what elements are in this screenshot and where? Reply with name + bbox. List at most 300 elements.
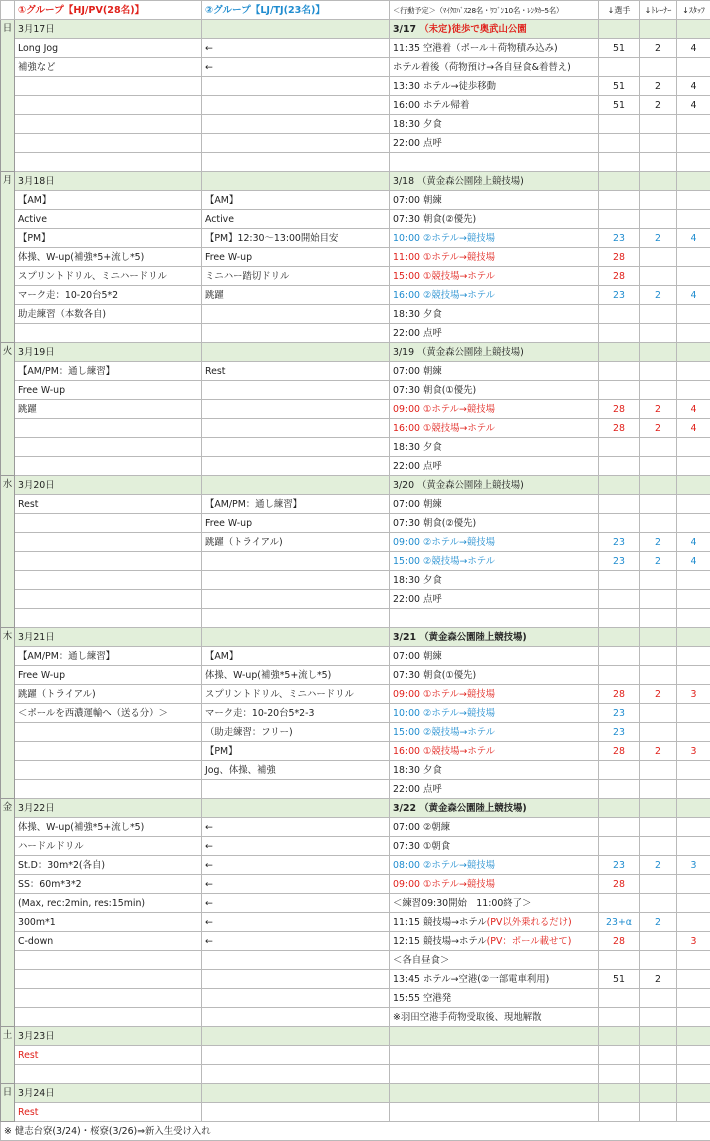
group2-cell (202, 134, 390, 153)
group1-cell (15, 96, 202, 115)
day-of-week: 金 (1, 799, 15, 1027)
group1-cell: Rest (15, 495, 202, 514)
group1-cell: 【PM】 (15, 229, 202, 248)
group2-cell (202, 419, 390, 438)
staff-count: 4 (677, 286, 710, 305)
schedule-row (1, 248, 710, 267)
staff-count (677, 609, 710, 628)
players-count (599, 191, 640, 210)
trainers-count (640, 1008, 677, 1027)
staff-count (677, 191, 710, 210)
trainers-count (640, 1103, 677, 1122)
trainers-count (640, 1065, 677, 1084)
group2-cell: ← (202, 39, 390, 58)
staff-count (677, 514, 710, 533)
activity-cell: ホテル着後（荷物預け→各自昼食&着替え) (390, 58, 599, 77)
group1-cell (15, 970, 202, 989)
trainers-count (640, 191, 677, 210)
staff-count (677, 647, 710, 666)
group2-cell: ← (202, 856, 390, 875)
activity-cell: 09:00 ②ホテル→競技場 (390, 533, 599, 552)
trainers-count (640, 647, 677, 666)
activity-cell: 09:00 ①ホテル→競技場 (390, 875, 599, 894)
day-header-trainers (640, 476, 677, 495)
day-plan-title (390, 1084, 599, 1103)
schedule-row (1, 609, 710, 628)
trainers-count: 2 (640, 400, 677, 419)
trainers-count (640, 324, 677, 343)
group2-header: ②グループ【LJ/TJ(23名)】 (202, 1, 390, 20)
trainers-count: 2 (640, 913, 677, 932)
group2-cell: Free W-up (202, 248, 390, 267)
activity-cell: 07:30 朝食(①優先) (390, 666, 599, 685)
schedule-row (1, 533, 710, 552)
schedule-row (1, 875, 710, 894)
staff-count (677, 153, 710, 172)
activity-cell (390, 153, 599, 172)
trainers-count (640, 267, 677, 286)
activity-cell: 22:00 点呼 (390, 324, 599, 343)
activity-cell: 22:00 点呼 (390, 590, 599, 609)
footnote: ※ 健志台寮(3/24)・桜寮(3/26)⇒新入生受け入れ (1, 1122, 710, 1141)
group2-cell: Free W-up (202, 514, 390, 533)
group2-cell: ← (202, 932, 390, 951)
group2-cell: スプリントドリル、ミニハードリル (202, 685, 390, 704)
players-count (599, 457, 640, 476)
schedule-row (1, 96, 710, 115)
schedule-row (1, 1065, 710, 1084)
players-count (599, 837, 640, 856)
trainers-count (640, 495, 677, 514)
day-header-players (599, 1027, 640, 1046)
trainers-count: 2 (640, 419, 677, 438)
players-count (599, 210, 640, 229)
players-count (599, 989, 640, 1008)
day-header-staff (677, 343, 710, 362)
staff-count (677, 723, 710, 742)
schedule-row (1, 818, 710, 837)
footnote-row (1, 1122, 710, 1141)
trainers-count (640, 248, 677, 267)
header-row (1, 1, 710, 20)
players-count: 28 (599, 248, 640, 267)
trainers-count: 2 (640, 286, 677, 305)
day-header-row (1, 476, 710, 495)
day-header-players (599, 172, 640, 191)
group1-cell (15, 153, 202, 172)
activity-cell: 13:45 ホテル→空港(②一部電車利用) (390, 970, 599, 989)
trainers-count: 2 (640, 742, 677, 761)
day-header-trainers (640, 799, 677, 818)
group2-cell (202, 989, 390, 1008)
group2-cell: 跳躍（トライアル) (202, 533, 390, 552)
schedule-row (1, 666, 710, 685)
group2-cell: ミニハー踏切ドリル (202, 267, 390, 286)
day-header-row (1, 20, 710, 39)
activity-cell (390, 1103, 599, 1122)
day-date-group2 (202, 1084, 390, 1103)
schedule-row (1, 552, 710, 571)
staff-count (677, 267, 710, 286)
players-count (599, 780, 640, 799)
day-date: 3月21日 (15, 628, 202, 647)
trainers-count (640, 457, 677, 476)
players-count: 23 (599, 856, 640, 875)
schedule-row (1, 267, 710, 286)
staff-count: 4 (677, 39, 710, 58)
activity-cell: 09:00 ①ホテル→競技場 (390, 685, 599, 704)
trainers-count (640, 780, 677, 799)
activity-cell: 18:30 夕食 (390, 761, 599, 780)
day-date-group2 (202, 476, 390, 495)
group1-cell: 跳躍（トライアル) (15, 685, 202, 704)
group2-cell (202, 1008, 390, 1027)
group1-cell: C-down (15, 932, 202, 951)
staff-count (677, 1046, 710, 1065)
trainers-count: 2 (640, 552, 677, 571)
schedule-row (1, 400, 710, 419)
schedule-row (1, 571, 710, 590)
group1-cell (15, 134, 202, 153)
activity-cell: 18:30 夕食 (390, 571, 599, 590)
trainers-count (640, 818, 677, 837)
day-date-group2 (202, 1027, 390, 1046)
staff-count (677, 305, 710, 324)
day-date: 3月23日 (15, 1027, 202, 1046)
activity-text: 12:15 競技場→ホテル (393, 936, 487, 947)
trainers-count (640, 210, 677, 229)
schedule-row (1, 989, 710, 1008)
staff-count (677, 780, 710, 799)
players-count (599, 1103, 640, 1122)
staff-count (677, 875, 710, 894)
group2-cell: ← (202, 58, 390, 77)
day-date: 3月22日 (15, 799, 202, 818)
schedule-row (1, 951, 710, 970)
day-header-staff (677, 628, 710, 647)
staff-count: 3 (677, 685, 710, 704)
group2-cell: ← (202, 818, 390, 837)
trainers-count: 2 (640, 685, 677, 704)
day-header-players (599, 20, 640, 39)
players-count: 28 (599, 267, 640, 286)
day-header-players (599, 476, 640, 495)
schedule-row (1, 229, 710, 248)
activity-cell: 22:00 点呼 (390, 780, 599, 799)
group1-cell (15, 590, 202, 609)
day-date-group2 (202, 628, 390, 647)
group2-cell: ← (202, 837, 390, 856)
day-header-trainers (640, 1084, 677, 1103)
day-date: 3月17日 (15, 20, 202, 39)
group2-cell (202, 1103, 390, 1122)
players-count: 23+α (599, 913, 640, 932)
staff-count (677, 362, 710, 381)
group1-cell (15, 457, 202, 476)
group1-cell: Free W-up (15, 666, 202, 685)
group1-cell: 跳躍 (15, 400, 202, 419)
activity-cell: 15:00 ②競技場→ホテル (390, 552, 599, 571)
players-count (599, 666, 640, 685)
activity-cell: 16:00 ①競技場→ホテル (390, 419, 599, 438)
staff-count (677, 894, 710, 913)
group1-cell: Rest (15, 1046, 202, 1065)
group2-cell: Jog、体操、補強 (202, 761, 390, 780)
schedule-row (1, 647, 710, 666)
group1-cell: 補強など (15, 58, 202, 77)
staff-count: 4 (677, 77, 710, 96)
group2-cell (202, 438, 390, 457)
group2-cell (202, 609, 390, 628)
group2-cell: 【PM】 (202, 742, 390, 761)
group2-cell: Active (202, 210, 390, 229)
day-plan-title: 3/20 （黄金森公園陸上競技場) (390, 476, 599, 495)
group2-cell: 【PM】12:30～13:00開始目安 (202, 229, 390, 248)
group1-cell: 300m*1 (15, 913, 202, 932)
schedule-row (1, 856, 710, 875)
group2-cell (202, 1046, 390, 1065)
schedule-row (1, 210, 710, 229)
day-header-players (599, 799, 640, 818)
players-count (599, 647, 640, 666)
players-count (599, 514, 640, 533)
players-count (599, 115, 640, 134)
group1-cell (15, 115, 202, 134)
trainers-count (640, 1046, 677, 1065)
group1-cell: Rest (15, 1103, 202, 1122)
activity-cell: 15:00 ①競技場→ホテル (390, 267, 599, 286)
schedule-row (1, 58, 710, 77)
players-count (599, 571, 640, 590)
group1-cell: Free W-up (15, 381, 202, 400)
schedule-row (1, 305, 710, 324)
group1-cell (15, 1065, 202, 1084)
players-count: 23 (599, 229, 640, 248)
group2-cell: Rest (202, 362, 390, 381)
day-header-trainers (640, 1027, 677, 1046)
day-header-staff (677, 1084, 710, 1103)
group1-cell (15, 533, 202, 552)
trainers-count (640, 761, 677, 780)
day-plan-title (390, 1027, 599, 1046)
schedule-row (1, 704, 710, 723)
trainers-count (640, 932, 677, 951)
activity-cell: 22:00 点呼 (390, 134, 599, 153)
group1-cell: 【AM/PM：通し練習】 (15, 362, 202, 381)
trainers-count (640, 381, 677, 400)
players-count: 28 (599, 875, 640, 894)
day-header-trainers (640, 343, 677, 362)
day-header-row (1, 172, 710, 191)
schedule-row (1, 134, 710, 153)
trainers-count (640, 134, 677, 153)
day-of-week: 木 (1, 628, 15, 799)
activity-cell: 15:55 空港発 (390, 989, 599, 1008)
players-count: 23 (599, 533, 640, 552)
players-count: 23 (599, 286, 640, 305)
group1-cell (15, 989, 202, 1008)
activity-note: (PV以外乗れるだけ) (487, 917, 572, 928)
players-count (599, 951, 640, 970)
schedule-row (1, 1008, 710, 1027)
players-count: 28 (599, 742, 640, 761)
group1-cell: 体操、W-up(補強*5+流し*5) (15, 248, 202, 267)
staff-count (677, 571, 710, 590)
activity-cell: 16:00 ②競技場→ホテル (390, 286, 599, 305)
day-plan-title: 3/22 （黄金森公園陸上競技場) (390, 799, 599, 818)
schedule-row (1, 837, 710, 856)
activity-cell: 07:00 朝練 (390, 362, 599, 381)
staff-count (677, 818, 710, 837)
plan-date: 3/17 (393, 24, 419, 35)
schedule-body (1, 1, 710, 1141)
group1-cell (15, 571, 202, 590)
group1-cell (15, 723, 202, 742)
schedule-row (1, 685, 710, 704)
activity-cell: 11:00 ①ホテル→競技場 (390, 248, 599, 267)
group1-cell: 体操、W-up(補強*5+流し*5) (15, 818, 202, 837)
day-date: 3月18日 (15, 172, 202, 191)
group2-cell: ← (202, 875, 390, 894)
day-header-staff (677, 1027, 710, 1046)
trainers-count: 2 (640, 229, 677, 248)
activity-cell: 07:30 ①朝食 (390, 837, 599, 856)
group1-cell (15, 324, 202, 343)
players-count (599, 1046, 640, 1065)
schedule-row (1, 1046, 710, 1065)
trainers-count (640, 989, 677, 1008)
activity-cell: 10:00 ②ホテル→競技場 (390, 229, 599, 248)
group1-cell: ＜ポールを西濃運輸へ（送る分）＞ (15, 704, 202, 723)
players-count (599, 305, 640, 324)
trainers-count (640, 666, 677, 685)
players-count (599, 153, 640, 172)
trainers-count (640, 153, 677, 172)
staff-count (677, 1103, 710, 1122)
schedule-row (1, 39, 710, 58)
group1-cell (15, 742, 202, 761)
schedule-row (1, 77, 710, 96)
group2-cell (202, 77, 390, 96)
activity-cell: 11:35 空港着（ポール＋荷物積み込み) (390, 39, 599, 58)
group2-cell (202, 970, 390, 989)
trainers-count (640, 362, 677, 381)
staff-count (677, 989, 710, 1008)
group1-cell: SS：60m*3*2 (15, 875, 202, 894)
group2-cell (202, 457, 390, 476)
day-header-trainers (640, 628, 677, 647)
day-header-trainers (640, 20, 677, 39)
activity-cell: 07:00 朝練 (390, 191, 599, 210)
players-count: 28 (599, 400, 640, 419)
activity-cell: 07:30 朝食(②優先) (390, 210, 599, 229)
trainers-count: 2 (640, 856, 677, 875)
group1-cell: St.D：30m*2(各自) (15, 856, 202, 875)
activity-cell: 18:30 夕食 (390, 305, 599, 324)
plan-header: ＜行動予定＞（ﾏｲｸﾛﾊﾞｽ28名・ﾜｺﾞﾝ10名・ﾚﾝﾀｶｰ5名） (390, 1, 599, 20)
schedule-row (1, 723, 710, 742)
schedule-row (1, 438, 710, 457)
activity-cell: 09:00 ①ホテル→競技場 (390, 400, 599, 419)
activity-cell: 07:30 朝食(②優先) (390, 514, 599, 533)
group1-cell (15, 1008, 202, 1027)
players-count: 51 (599, 96, 640, 115)
group1-header: ①グループ【HJ/PV(28名)】 (15, 1, 202, 20)
players-count: 23 (599, 552, 640, 571)
group2-cell (202, 590, 390, 609)
day-plan-title (390, 20, 599, 39)
day-of-week: 月 (1, 172, 15, 343)
trainers-count: 2 (640, 533, 677, 552)
staff-count (677, 761, 710, 780)
players-count (599, 609, 640, 628)
players-count: 28 (599, 932, 640, 951)
schedule-row (1, 742, 710, 761)
schedule-row (1, 590, 710, 609)
group2-cell: 【AM】 (202, 191, 390, 210)
day-plan-title: 3/19 （黄金森公園陸上競技場) (390, 343, 599, 362)
trainers-header: ↓ﾄﾚｰﾅｰ (640, 1, 677, 20)
players-count (599, 818, 640, 837)
day-header-staff (677, 172, 710, 191)
trainers-count (640, 894, 677, 913)
group1-cell: マーク走：10-20台5*2 (15, 286, 202, 305)
day-header-row (1, 628, 710, 647)
schedule-row (1, 324, 710, 343)
activity-cell (390, 609, 599, 628)
staff-count: 3 (677, 932, 710, 951)
day-plan-title: 3/21 （黄金森公園陸上競技場) (390, 628, 599, 647)
staff-count (677, 704, 710, 723)
activity-cell: 10:00 ②ホテル→競技場 (390, 704, 599, 723)
day-header-row (1, 343, 710, 362)
day-header-row (1, 1084, 710, 1103)
schedule-row (1, 894, 710, 913)
activity-cell: ※羽田空港手荷物受取後、現地解散 (390, 1008, 599, 1027)
schedule-row (1, 115, 710, 134)
group1-cell (15, 552, 202, 571)
activity-cell: 22:00 点呼 (390, 457, 599, 476)
staff-count (677, 58, 710, 77)
group2-cell: ← (202, 913, 390, 932)
activity-cell: 07:00 ②朝練 (390, 818, 599, 837)
activity-text: 11:15 競技場→ホテル (393, 917, 487, 928)
trainers-count: 2 (640, 77, 677, 96)
players-count (599, 761, 640, 780)
day-date-group2 (202, 343, 390, 362)
group1-cell: Long Jog (15, 39, 202, 58)
schedule-row (1, 419, 710, 438)
activity-cell: 18:30 夕食 (390, 115, 599, 134)
players-count: 28 (599, 419, 640, 438)
group2-cell (202, 1065, 390, 1084)
activity-note: (PV：ポール載せて) (487, 936, 572, 947)
group1-cell: (Max, rec:2min, res:15min) (15, 894, 202, 913)
activity-cell: 18:30 夕食 (390, 438, 599, 457)
staff-count: 4 (677, 419, 710, 438)
players-count: 51 (599, 77, 640, 96)
schedule-row (1, 286, 710, 305)
day-date: 3月20日 (15, 476, 202, 495)
trainers-count (640, 514, 677, 533)
trainers-count (640, 58, 677, 77)
day-header-trainers (640, 172, 677, 191)
staff-count: 4 (677, 96, 710, 115)
group2-cell: 体操、W-up(補強*5+流し*5) (202, 666, 390, 685)
group2-cell: 跳躍 (202, 286, 390, 305)
trainers-count: 2 (640, 970, 677, 989)
staff-count (677, 1065, 710, 1084)
